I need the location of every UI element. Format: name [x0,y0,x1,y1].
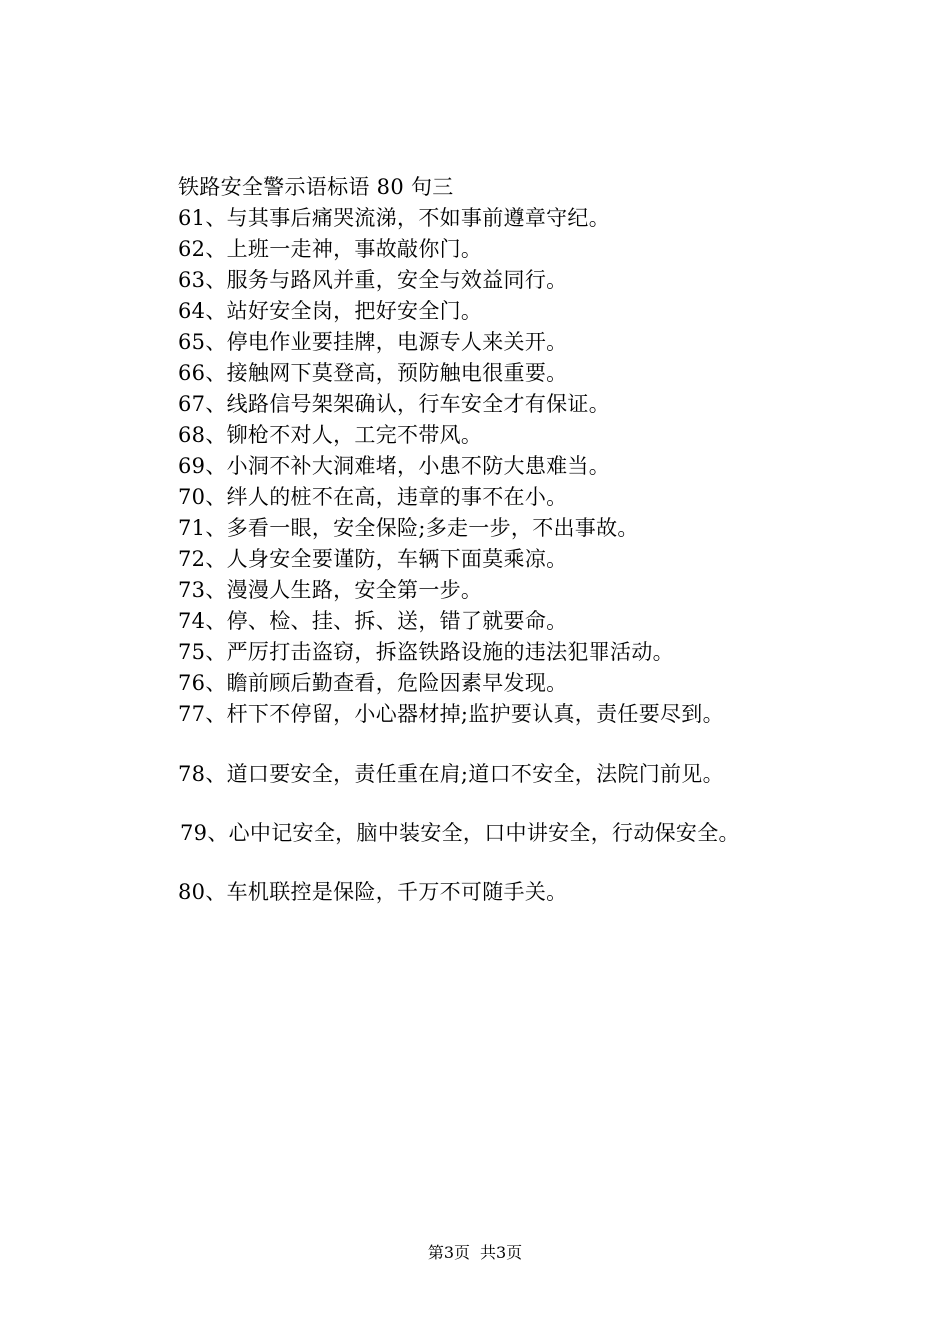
list-item: 78、道口要安全，责任重在肩;道口不安全，法院门前见。 [178,762,724,786]
page-total: 共3页 [480,1243,523,1262]
page-footer [0,1243,950,1263]
list-item: 62、上班一走神，事故敲你门。 [178,237,483,261]
list-item: 71、多看一眼，安全保险;多走一步，不出事故。 [178,516,639,540]
list-item: 80、车机联控是保险，千万不可随手关。 [178,880,568,904]
list-item: 65、停电作业要挂牌，电源专人来关开。 [178,330,568,354]
list-item: 64、站好安全岗，把好安全门。 [178,299,483,323]
list-item: 74、停、检、挂、拆、送，错了就要命。 [178,609,568,633]
list-item: 70、绊人的桩不在高，违章的事不在小。 [178,485,568,509]
document-title: 铁路安全警示语标语 80 句三 [178,175,454,199]
list-item: 76、瞻前顾后勤查看，危险因素早发现。 [178,671,568,695]
list-item: 72、人身安全要谨防，车辆下面莫乘凉。 [178,547,568,571]
list-item: 69、小洞不补大洞难堵，小患不防大患难当。 [178,454,611,478]
list-item: 63、服务与路风并重，安全与效益同行。 [178,268,568,292]
list-item: 77、杆下不停留，小心器材掉;监护要认真，责任要尽到。 [178,702,724,726]
list-item: 75、严厉打击盗窃，拆盗铁路设施的违法犯罪活动。 [178,640,674,664]
document-body [178,172,918,908]
list-item: 79、心中记安全，脑中装安全，口中讲安全，行动保安全。 [180,821,740,845]
list-item: 68、铆枪不对人，工完不带风。 [178,423,483,447]
page-number: 第3页 [427,1243,470,1262]
list-item: 66、接触网下莫登高，预防触电很重要。 [178,361,568,385]
list-item: 73、漫漫人生路，安全第一步。 [178,578,483,602]
list-item: 61、与其事后痛哭流涕，不如事前遵章守纪。 [178,206,611,230]
list-item: 67、线路信号架架确认，行车安全才有保证。 [178,392,611,416]
